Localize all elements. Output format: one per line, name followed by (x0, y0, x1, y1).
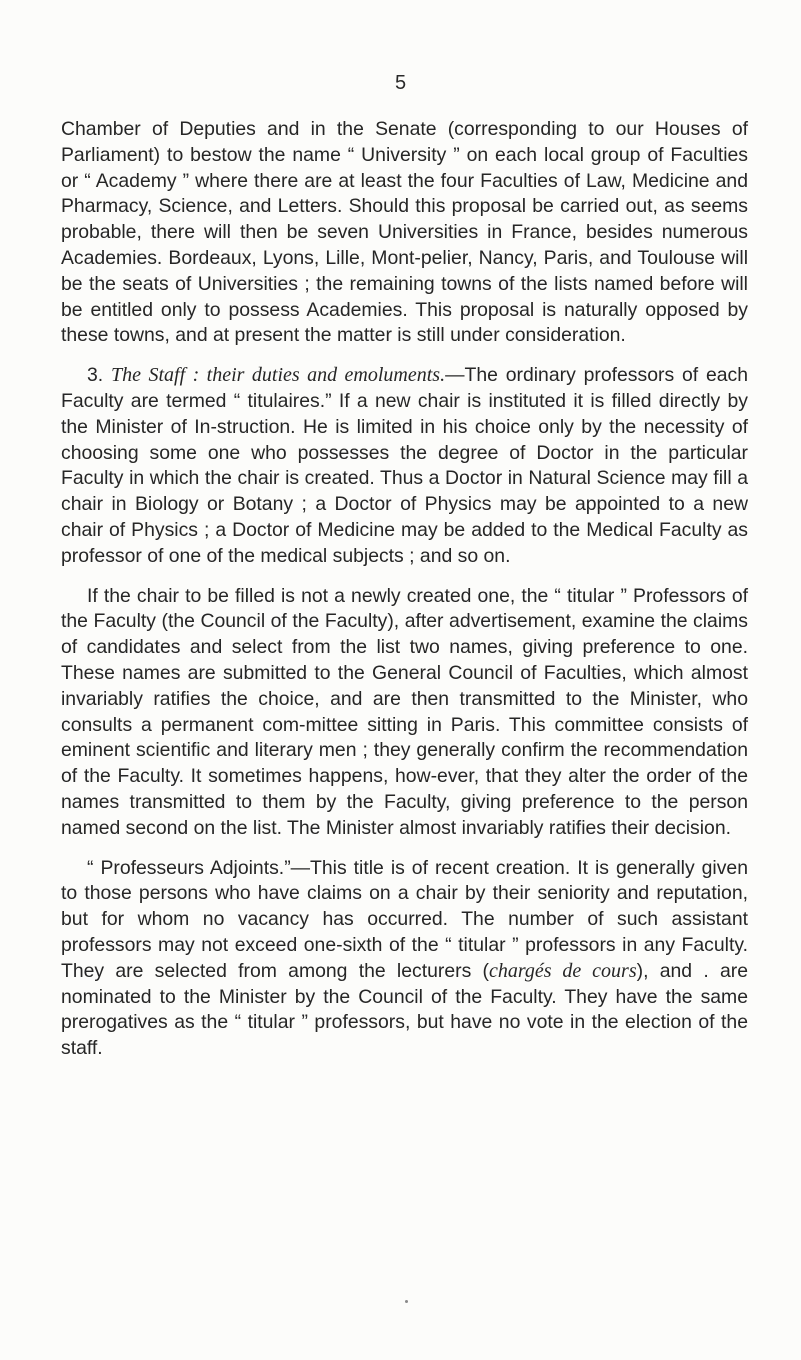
adjoints-text-end: ), and . are nominated to the Minister by the Council of the Faculty. They have the same prerogatives as the “ titular ” professors, but have no vote in the election of the staff. (61, 959, 748, 1060)
section-body: —The ordinary professors of each Faculty are termed “ titulaires.” If a new chair is instituted it is filled directly by the Minister of In-struction. He is limited in his choice only by the necessity of choosing some one who possesses the degree of Doctor in the particular Faculty in which the chair is created. Thus a Doctor in Natural Science may fill a chair in Biology or Botany ; a Doctor of Physics may be appointed to a new chair of Physics ; a Doctor of Medicine may be added to the Medical Faculty as professor of one of the medical subjects ; and so on. (61, 364, 749, 567)
section-heading: The Staff : their duties and emoluments. (111, 364, 446, 387)
paragraph-universities: Chamber of Deputies and in the Senate (corresponding to our Houses of Parliament) to bestow the name “ University ” on each local group of Faculties or “ Academy ” where there are at least the four Faculties of Law, Medicine and Pharmacy, Science, and Letters. Should this proposal be carried out, as seems probable, there will then be seven Universities in France, besides numerous Academies. Bordeaux, Lyons, Lille, Mont-pelier, Nancy, Paris, and Toulouse will be the seats of Universities ; the remaining towns of the lists named before will be entitled only to possess Academies. This proposal is naturally opposed by these towns, and at present the matter is still under consideration. (61, 118, 748, 347)
adjoints-text-start: “ Professeurs Adjoints.”—This title is of recent creation. It is generally given to those persons who have claims on a chair by their seniority and reputation, but for whom no vacancy has occurred. The number of such assistant professors may not exceed one-sixth of the “ titular ” professors in any Faculty. They are selected from among the lecturers ( (61, 856, 748, 982)
paragraph-professeurs-adjoints (61, 856, 748, 1062)
section-number: 3. (87, 364, 104, 387)
body-text (61, 117, 748, 1076)
paragraph-staff (61, 363, 748, 569)
page-number: 5 (394, 72, 407, 94)
stray-mark (405, 1300, 408, 1303)
paragraph-titular-professors: If the chair to be filled is not a newly created one, the “ titular ” Professors of the Faculty (the Council of the Faculty), after advertisement, examine the claims of candidates and select from the list two names, giving preference to one. These names are submitted to the General Council of Faculties, which almost invariably ratifies the choice, and are then transmitted to the Minister, who consults a permanent com-mittee sitting in Paris. This committee consists of eminent scientific and literary men ; they generally confirm the recommendation of the Faculty. It sometimes happens, how-ever, that they alter the order of the names transmitted to them by the Faculty, giving preference to the person named second on the list. The Minister almost invariably ratifies their decision. (61, 584, 748, 839)
charges-de-cours-term: chargés de cours (488, 959, 637, 982)
